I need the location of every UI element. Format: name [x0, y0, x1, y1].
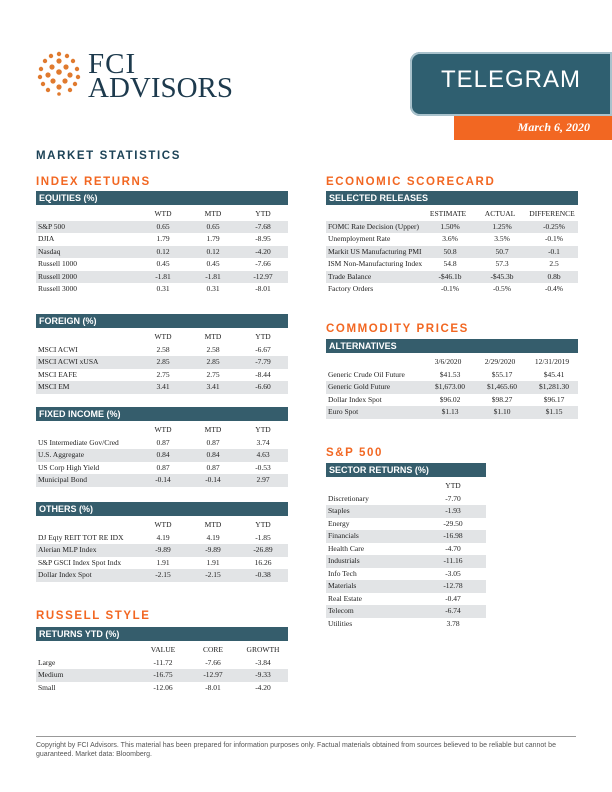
table-row: [326, 381, 578, 394]
cell-value: -7.79: [255, 357, 271, 366]
row-label: Euro Spot: [328, 407, 359, 416]
column-header: 2/29/2020: [484, 357, 516, 366]
date-band: [454, 116, 612, 140]
header-spacer: [38, 208, 138, 221]
column-header: WTD: [154, 425, 172, 434]
cell-value: -0.5%: [492, 284, 512, 293]
foreign-table: [36, 314, 288, 394]
cell-value: 0.8b: [547, 271, 561, 281]
table-row: [326, 580, 486, 593]
cell-value: $1.15: [545, 407, 563, 416]
table-bar-title: ALTERNATIVES: [326, 339, 578, 353]
table-row: [36, 569, 288, 582]
cell-value: -4.20: [255, 682, 271, 692]
header-spacer: [328, 208, 422, 221]
table-row: [326, 221, 578, 234]
row-label: S&P 500: [38, 221, 66, 231]
row-label: MSCI ACWI xUSA: [38, 357, 99, 366]
row-label: MSCI EAFE: [38, 369, 77, 379]
cell-value: 3.41: [156, 382, 170, 391]
cell-value: $96.17: [543, 394, 565, 404]
cell-value: -9.89: [155, 545, 171, 554]
cell-value: 2.97: [256, 475, 270, 484]
cell-value: -29.50: [443, 518, 463, 528]
column-header: YTD: [445, 481, 461, 490]
cell-value: 2.75: [206, 369, 220, 379]
table-row: [326, 246, 578, 259]
cell-value: $1,673.00: [435, 382, 465, 391]
row-label: ISM Non-Manufacturing Index: [328, 259, 423, 268]
globe-dots-icon: [36, 50, 82, 96]
cell-value: 4.63: [256, 450, 270, 459]
cell-value: 2.85: [206, 357, 220, 366]
table-row: [36, 356, 288, 369]
cell-value: -2.15: [205, 570, 221, 579]
table-bar-title: SELECTED RELEASES: [326, 191, 578, 205]
cell-value: 2.85: [156, 357, 170, 366]
economic-scorecard-table: [326, 191, 578, 296]
cell-value: -0.1%: [544, 234, 564, 243]
table-row: [326, 493, 486, 506]
commodity-prices-heading: COMMODITY PRICES: [326, 323, 469, 335]
table-bar-title: EQUITIES (%): [36, 191, 288, 205]
cell-value: -12.97: [253, 271, 273, 281]
cell-value: -0.53: [255, 462, 271, 472]
cell-value: 3.78: [446, 618, 460, 628]
cell-value: -9.33: [255, 670, 271, 679]
row-label: Factory Orders: [328, 284, 374, 293]
table-row: [36, 233, 288, 246]
cell-value: -12.06: [153, 682, 173, 692]
column-header: YTD: [255, 209, 271, 218]
column-header: YTD: [255, 520, 271, 529]
row-label: Municipal Bond: [38, 475, 87, 484]
column-header: MTD: [204, 520, 222, 529]
telegram-banner: [410, 52, 612, 116]
cell-value: 4.19: [156, 532, 170, 542]
cell-value: -0.14: [205, 475, 221, 484]
table-row: [326, 555, 486, 568]
row-label: Telecom: [328, 606, 354, 615]
cell-value: 0.45: [206, 259, 220, 268]
table-row: [36, 669, 288, 682]
cell-value: -4.70: [445, 543, 461, 553]
row-label: Industrials: [328, 556, 360, 565]
row-label: Staples: [328, 506, 350, 515]
table-row: [326, 518, 486, 531]
logo-text-fci: FCI: [88, 48, 137, 80]
table-row: [326, 369, 578, 382]
row-label: Utilities: [328, 618, 353, 628]
table-row: [36, 474, 288, 487]
cell-value: -11.16: [443, 556, 463, 565]
cell-value: 2.58: [156, 344, 170, 354]
cell-value: 1.79: [156, 234, 170, 243]
cell-value: 1.91: [156, 557, 170, 567]
cell-value: 0.87: [206, 437, 220, 447]
table-row: [326, 530, 486, 543]
cell-value: -0.1%: [440, 284, 460, 293]
row-label: Materials: [328, 581, 357, 590]
row-label: Generic Gold Future: [328, 382, 391, 391]
row-label: U.S. Aggregate: [38, 450, 85, 459]
column-header: GROWTH: [246, 645, 280, 654]
equities-table: [36, 191, 288, 296]
table-bar-title: RETURNS YTD (%): [36, 627, 288, 641]
cell-value: 3.41: [206, 382, 220, 391]
cell-value: -7.70: [445, 493, 461, 503]
economic-scorecard-heading: ECONOMIC SCORECARD: [326, 176, 496, 188]
cell-value: -11.72: [153, 657, 173, 667]
others-table: [36, 502, 288, 582]
cell-value: -1.81: [205, 271, 221, 281]
row-label: US Corp High Yield: [38, 462, 100, 472]
header-spacer: [38, 331, 138, 344]
cell-value: 3.6%: [442, 234, 458, 243]
sp500-sector-table: [326, 463, 486, 630]
cell-value: -8.01: [255, 284, 271, 293]
column-header: DIFFERENCE: [529, 209, 575, 218]
cell-value: 50.7: [495, 246, 509, 256]
market-statistics-heading: MARKET STATISTICS: [36, 150, 181, 162]
cell-value: -26.89: [253, 545, 273, 554]
cell-value: 2.75: [156, 369, 170, 379]
table-row: [36, 657, 288, 670]
cell-value: 57.3: [495, 259, 509, 268]
cell-value: $1.13: [441, 407, 459, 416]
table-row: [36, 221, 288, 234]
column-header: VALUE: [150, 645, 176, 654]
cell-value: -0.47: [445, 593, 461, 603]
cell-value: -8.01: [205, 682, 221, 692]
table-row: [326, 394, 578, 407]
row-label: Russell 3000: [38, 284, 77, 293]
header-spacer: [38, 519, 138, 532]
cell-value: 0.31: [206, 284, 220, 293]
row-label: Info Tech: [328, 568, 357, 578]
table-header-row: [326, 208, 578, 221]
cell-value: $1,281.30: [539, 382, 569, 391]
commodity-prices-table: [326, 339, 578, 419]
cell-value: 1.50%: [440, 221, 460, 231]
column-header: ESTIMATE: [429, 209, 467, 218]
cell-value: $1.10: [493, 407, 511, 416]
cell-value: -4.20: [255, 246, 271, 256]
cell-value: -7.66: [205, 657, 221, 667]
header-spacer: [328, 480, 428, 493]
row-label: MSCI EM: [38, 382, 70, 391]
cell-value: $96.02: [439, 394, 461, 404]
row-label: Dollar Index Spot: [38, 570, 92, 579]
table-row: [326, 568, 486, 581]
table-row: [36, 449, 288, 462]
cell-value: 0.65: [206, 221, 220, 231]
table-header-row: [326, 356, 578, 369]
publication-date: March 6, 2020: [517, 120, 590, 134]
row-label: Unemployment Rate: [328, 234, 391, 243]
table-header-row: [36, 331, 288, 344]
column-header: MTD: [204, 332, 222, 341]
table-row: [36, 682, 288, 695]
column-header: YTD: [255, 425, 271, 434]
table-row: [36, 544, 288, 557]
table-bar-title: FOREIGN (%): [36, 314, 288, 328]
cell-value: 2.5: [549, 259, 559, 268]
row-label: DJ Eqty REIT TOT RE IDX: [38, 532, 124, 542]
table-row: [36, 437, 288, 450]
cell-value: -0.38: [255, 570, 271, 579]
table-row: [36, 462, 288, 475]
row-label: Generic Crude Oil Future: [328, 369, 405, 379]
telegram-title: TELEGRAM: [440, 66, 582, 93]
cell-value: -8.95: [255, 234, 271, 243]
row-label: S&P GSCI Index Spot Indx: [38, 557, 122, 567]
table-row: [36, 532, 288, 545]
cell-value: $55.17: [491, 369, 513, 379]
cell-value: $1,465.60: [487, 382, 517, 391]
column-header: CORE: [202, 645, 223, 654]
table-row: [326, 406, 578, 419]
cell-value: -$45.3b: [490, 271, 514, 281]
table-row: [326, 543, 486, 556]
footer-disclaimer: Copyright by FCI Advisors. This material has been prepared for information purposes only. Factual materials obtained from sources believed to be reliable but cannot be guaranteed. Market data: Bloomberg.: [36, 742, 556, 758]
column-header: 3/6/2020: [434, 357, 462, 366]
table-header-row: [36, 644, 288, 657]
row-label: Real Estate: [328, 593, 362, 603]
russell-style-table: [36, 627, 288, 694]
cell-value: -3.84: [255, 657, 271, 667]
table-header-row: [326, 480, 486, 493]
table-row: [36, 246, 288, 259]
cell-value: -16.75: [153, 670, 173, 679]
cell-value: 3.5%: [494, 234, 510, 243]
row-label: US Intermediate Gov/Cred: [38, 437, 119, 447]
cell-value: -12.97: [203, 670, 223, 679]
table-row: [36, 283, 288, 296]
cell-value: 0.84: [156, 450, 170, 459]
row-label: MSCI ACWI: [38, 344, 78, 354]
row-label: Large: [38, 657, 56, 667]
row-label: Dollar Index Spot: [328, 394, 382, 404]
cell-value: $98.27: [491, 394, 513, 404]
header-spacer: [38, 644, 138, 657]
cell-value: -1.85: [255, 532, 271, 542]
table-row: [36, 557, 288, 570]
cell-value: $45.41: [543, 369, 565, 379]
cell-value: -1.81: [155, 271, 171, 281]
table-row: [326, 283, 578, 296]
logo-text-advisors: ADVISORS: [88, 72, 234, 104]
cell-value: 50.8: [443, 246, 457, 256]
cell-value: 1.91: [206, 557, 220, 567]
table-bar-title: FIXED INCOME (%): [36, 407, 288, 421]
cell-value: -0.14: [155, 475, 171, 484]
cell-value: -9.89: [205, 545, 221, 554]
table-row: [326, 618, 486, 631]
table-bar-title: SECTOR RETURNS (%): [326, 463, 486, 477]
fixed-income-table: [36, 407, 288, 487]
cell-value: 54.8: [443, 259, 457, 268]
fci-logo: [36, 48, 234, 110]
cell-value: 0.87: [156, 462, 170, 472]
row-label: DJIA: [38, 234, 55, 243]
cell-value: -7.68: [255, 221, 271, 231]
header-spacer: [328, 356, 422, 369]
cell-value: -0.25%: [543, 221, 565, 231]
table-header-row: [36, 208, 288, 221]
table-row: [326, 233, 578, 246]
row-label: Markit US Manufacturing PMI: [328, 246, 422, 256]
table-row: [326, 271, 578, 284]
cell-value: -16.98: [443, 531, 463, 540]
table-row: [326, 605, 486, 618]
cell-value: -1.93: [445, 506, 461, 515]
table-row: [326, 593, 486, 606]
cell-value: -12.78: [443, 581, 463, 590]
cell-value: -6.67: [255, 344, 271, 354]
header-spacer: [38, 424, 138, 437]
row-label: Alerian MLP Index: [38, 545, 97, 554]
table-header-row: [36, 519, 288, 532]
cell-value: 0.84: [206, 450, 220, 459]
cell-value: 0.87: [206, 462, 220, 472]
cell-value: -0.1: [548, 246, 560, 256]
table-row: [326, 505, 486, 518]
cell-value: 1.79: [206, 234, 220, 243]
russell-style-heading: RUSSELL STYLE: [36, 610, 151, 622]
column-header: WTD: [154, 332, 172, 341]
table-row: [36, 271, 288, 284]
cell-value: -7.66: [255, 259, 271, 268]
column-header: MTD: [204, 209, 222, 218]
row-label: FOMC Rate Decision (Upper): [328, 221, 420, 231]
row-label: Russell 2000: [38, 271, 77, 281]
cell-value: -2.15: [155, 570, 171, 579]
cell-value: -$46.1b: [438, 271, 462, 281]
table-header-row: [36, 424, 288, 437]
column-header: ACTUAL: [484, 209, 516, 218]
footer-divider: [36, 736, 576, 737]
cell-value: 1.25%: [492, 221, 512, 231]
table-row: [326, 258, 578, 271]
table-row: [36, 369, 288, 382]
cell-value: 4.19: [206, 532, 220, 542]
index-returns-heading: INDEX RETURNS: [36, 176, 151, 188]
column-header: YTD: [255, 332, 271, 341]
cell-value: 2.58: [206, 344, 220, 354]
row-label: Medium: [38, 670, 64, 679]
row-label: Nasdaq: [38, 246, 61, 256]
row-label: Health Care: [328, 543, 365, 553]
cell-value: 0.65: [156, 221, 170, 231]
row-label: Russell 1000: [38, 259, 77, 268]
cell-value: $41.53: [439, 369, 461, 379]
row-label: Small: [38, 682, 56, 692]
table-row: [36, 381, 288, 394]
column-header: WTD: [154, 209, 172, 218]
table-row: [36, 344, 288, 357]
cell-value: 0.31: [156, 284, 170, 293]
cell-value: -3.05: [445, 568, 461, 578]
row-label: Discretionary: [328, 493, 369, 503]
cell-value: 0.12: [156, 246, 170, 256]
column-header: MTD: [204, 425, 222, 434]
cell-value: 0.45: [156, 259, 170, 268]
sp500-heading: S&P 500: [326, 447, 384, 459]
table-row: [36, 258, 288, 271]
cell-value: 0.12: [206, 246, 220, 256]
column-header: WTD: [154, 520, 172, 529]
row-label: Energy: [328, 518, 350, 528]
cell-value: -6.74: [445, 606, 461, 615]
cell-value: 16.26: [254, 557, 272, 567]
cell-value: -8.44: [255, 369, 271, 379]
row-label: Financials: [328, 531, 359, 540]
column-header: 12/31/2019: [534, 357, 570, 366]
cell-value: -0.4%: [544, 284, 564, 293]
cell-value: 0.87: [156, 437, 170, 447]
row-label: Trade Balance: [328, 271, 372, 281]
cell-value: -6.60: [255, 382, 271, 391]
table-bar-title: OTHERS (%): [36, 502, 288, 516]
cell-value: 3.74: [256, 437, 270, 447]
